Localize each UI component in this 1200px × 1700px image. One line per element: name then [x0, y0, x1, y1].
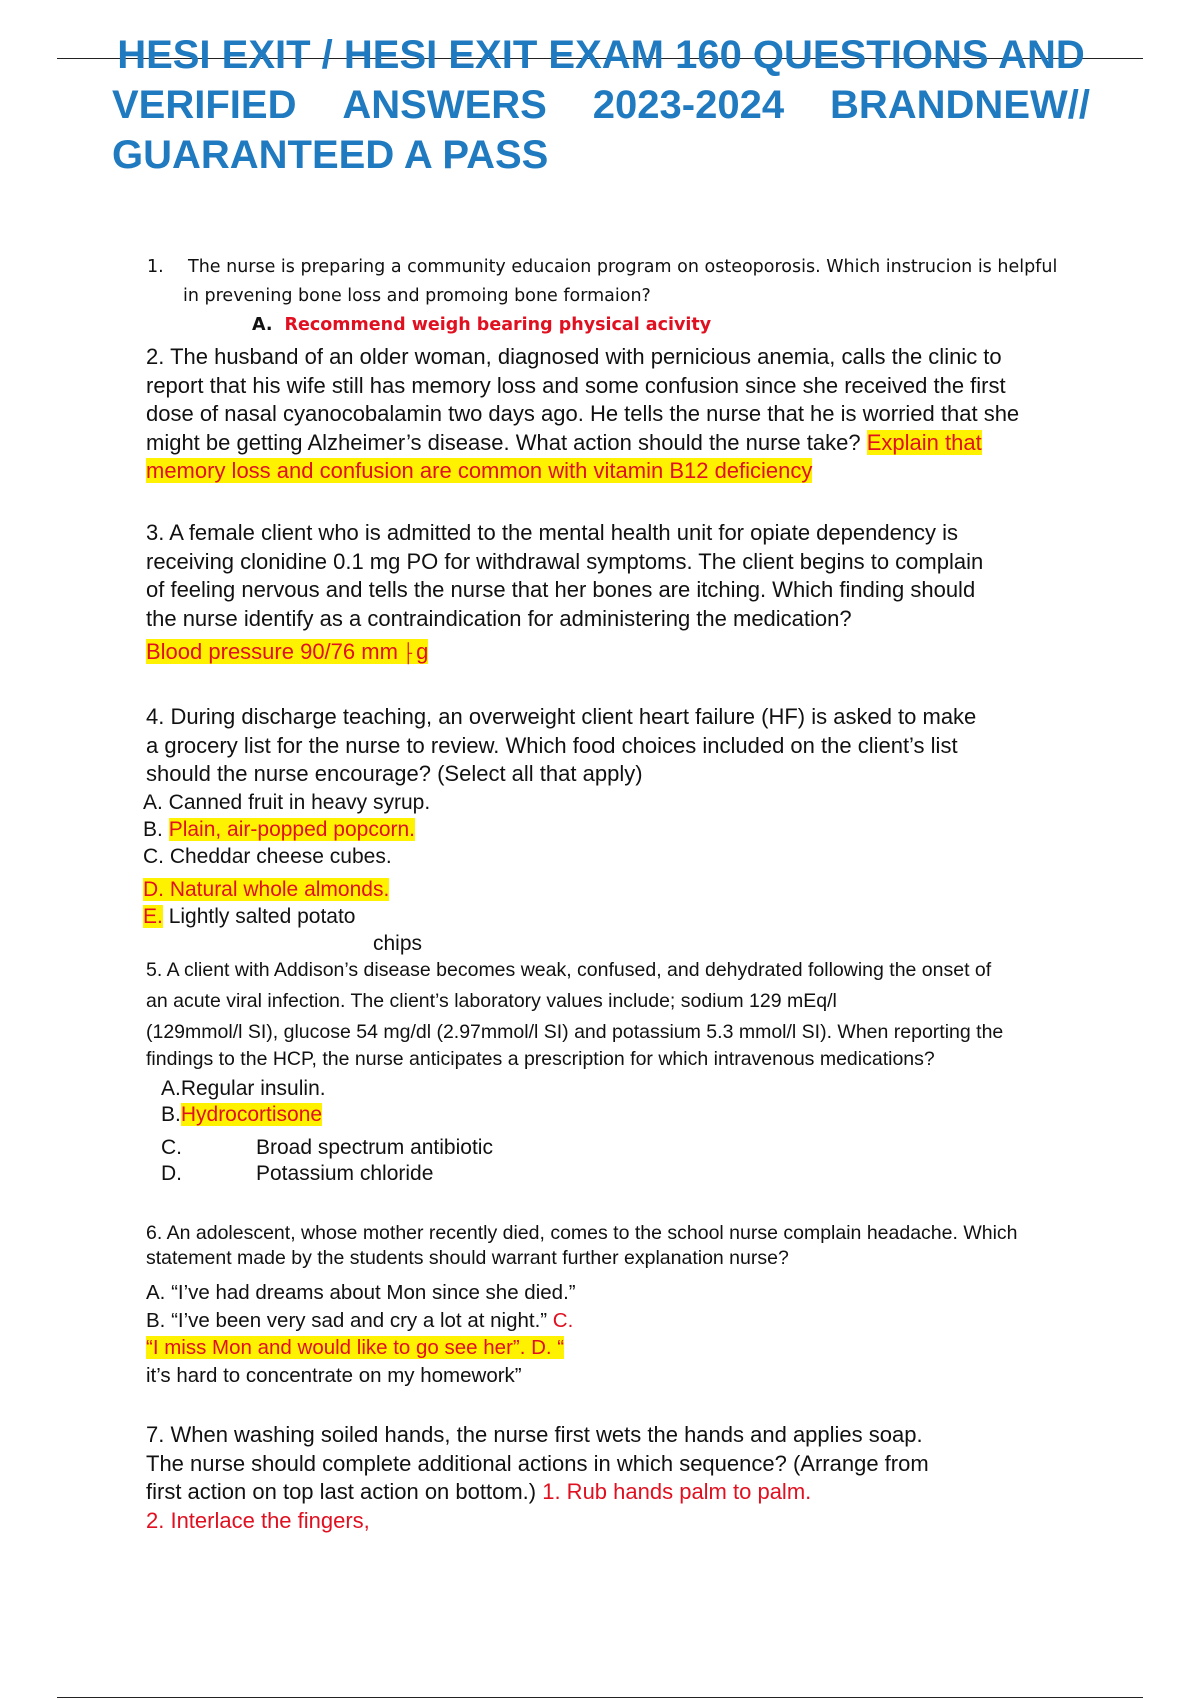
question-4	[146, 703, 1096, 789]
question-1-answer-label: A.	[252, 315, 273, 335]
question-6-line-1: 6. An adolescent, whose mother recently died, comes to the school nurse complain headache. Which	[146, 1222, 1018, 1244]
question-3-line-3: of feeling nervous and tells the nurse that her bones are itching. Which finding should	[146, 577, 976, 602]
question-5-line-4: findings to the HCP, the nurse anticipates a prescription for which intravenous medications?	[146, 1048, 935, 1070]
question-4-option-a: A. Canned fruit in heavy syrup.	[143, 791, 431, 814]
question-7-answer-2: 2. Interlace the fingers,	[146, 1507, 370, 1533]
question-6-option-d: it’s hard to concentrate on my homework”	[146, 1363, 522, 1387]
question-6-option-b-text: B. “I’ve been very sad and cry a lot at night.”	[146, 1308, 548, 1332]
question-3-answer-line	[146, 638, 1096, 667]
question-4-option-b	[143, 816, 1093, 843]
question-4-options	[143, 789, 1093, 957]
question-6-option-c-label: C.	[552, 1308, 574, 1332]
question-4-option-e-text: Lightly salted potato	[168, 905, 356, 928]
question-5-option-d-text: Potassium chloride	[256, 1162, 434, 1185]
question-6-option-b	[146, 1307, 1096, 1335]
title-line-1-text: HESI EXIT / HESI EXIT EXAM 160 QUESTIONS AND	[117, 33, 1085, 77]
question-2-answer-part-2: memory loss and confusion are common with vitamin B12 deficiency	[146, 458, 813, 483]
question-5-line-1: 5. A client with Addison’s disease becomes weak, confused, and dehydrated following the onset of	[146, 959, 992, 981]
title-line-3-text: GUARANTEED A PASS	[112, 133, 549, 177]
question-3-line-2: receiving clonidine 0.1 mg PO for withdrawal symptoms. The client begins to complain	[146, 548, 984, 574]
question-5-option-b	[161, 1103, 322, 1127]
question-2-answer-part-1: Explain that	[866, 429, 982, 455]
question-5-option-b-text: Hydrocortisone	[180, 1103, 323, 1126]
title-word: BRANDNEW//	[830, 83, 1090, 127]
question-3-answer: Blood pressure 90/76 mm ⸠g	[146, 639, 429, 664]
question-2-line-3: dose of nasal cyanocobalamin two days ago. He tells the nurse that he is worried that she	[146, 401, 1020, 426]
question-5-line-4-wrap	[146, 1047, 1096, 1072]
title-line-1	[112, 30, 1090, 80]
question-2-line-1: 2. The husband of an older woman, diagnosed with pernicious anemia, calls the clinic to	[146, 344, 1002, 369]
question-1-line-2: in prevening bone loss and promoing bone formaion?	[183, 286, 651, 306]
question-5	[146, 955, 1096, 1048]
question-4-line-1: 4. During discharge teaching, an overweight client heart failure (HF) is asked to make	[146, 704, 977, 729]
question-6-line-2: statement made by the students should warrant further explanation nurse?	[146, 1247, 789, 1269]
question-4-option-b-label: B.	[143, 818, 163, 841]
question-7-line-2: The nurse should complete additional actions in which sequence? (Arrange from	[146, 1450, 929, 1476]
question-2-answer-line	[146, 457, 1096, 486]
question-7-line-3	[146, 1478, 1096, 1507]
question-3	[146, 519, 1096, 667]
question-4-option-e	[143, 903, 1093, 930]
question-4-option-b-text: Plain, air-popped popcorn.	[168, 818, 416, 841]
question-6-option-c-text: “I miss Mon and would like to go see her”. D. “	[146, 1336, 565, 1359]
question-6-option-c	[146, 1334, 1096, 1362]
question-4-line-2: a grocery list for the nurse to review. Which food choices included on the client’s list	[146, 732, 958, 758]
question-1	[147, 253, 1087, 335]
question-5-option-c-text: Broad spectrum antibiotic	[256, 1136, 493, 1159]
question-6-option-a: A. “I’ve had dreams about Mon since she died.”	[146, 1281, 576, 1304]
question-2-line-4	[146, 429, 1096, 458]
question-2-line-4-text: might be getting Alzheimer’s disease. What action should the nurse take?	[146, 429, 861, 455]
document-title	[112, 30, 1090, 180]
question-7-line-1: 7. When washing soiled hands, the nurse first wets the hands and applies soap.	[146, 1422, 923, 1447]
title-word: VERIFIED	[112, 83, 297, 127]
question-1-answer	[252, 311, 711, 340]
question-7-answer-1: 1. Rub hands palm to palm.	[542, 1479, 812, 1504]
title-word: 2023-2024	[592, 83, 785, 127]
question-3-line-1: 3. A female client who is admitted to the mental health unit for opiate dependency is	[146, 520, 959, 545]
question-4-option-d	[143, 876, 1093, 903]
question-2	[146, 343, 1096, 486]
question-7-line-3-text: first action on top last action on bottom.)	[146, 1479, 537, 1504]
question-5-option-a: A.Regular insulin.	[161, 1077, 326, 1100]
question-5-line-2: an acute viral infection. The client’s laboratory values include; sodium 129 mEq/l	[146, 990, 837, 1012]
question-1-answer-text: Recommend weigh bearing physical acivity	[284, 315, 712, 335]
question-6-options	[146, 1279, 1096, 1389]
question-5-option-b-label: B.	[161, 1103, 181, 1126]
question-1-text-1: The nurse is preparing a community educaion program on osteoporosis. Which instrucion is helpful	[188, 257, 1058, 277]
question-5-option-c-label: C.	[161, 1136, 182, 1159]
title-line-2	[112, 80, 1090, 130]
question-3-line-4: the nurse identify as a contraindication for administering the medication?	[146, 605, 852, 631]
question-4-option-d-text: D. Natural whole almonds.	[143, 878, 390, 901]
question-1-line-1	[147, 253, 1087, 282]
question-6	[146, 1221, 1096, 1271]
title-word: ANSWERS	[342, 83, 547, 127]
question-5-option-d-label: D.	[161, 1162, 182, 1185]
question-4-option-e-wrap: chips	[373, 932, 423, 955]
question-4-option-e-label: E.	[143, 905, 163, 928]
question-5-line-3: (129mmol/l SI), glucose 54 mg/dl (2.97mmol/l SI) and potassium 5.3 mmol/l SI). When reporting the	[146, 1021, 1004, 1043]
question-4-line-3: should the nurse encourage? (Select all that apply)	[146, 761, 643, 786]
question-2-line-2: report that his wife still has memory loss and some confusion since she received the first	[146, 372, 1006, 398]
question-4-option-c: C. Cheddar cheese cubes.	[143, 845, 392, 868]
question-7	[146, 1421, 1096, 1535]
question-1-number: 1.	[147, 257, 164, 277]
title-line-3	[112, 130, 1090, 180]
bottom-rule	[57, 1697, 1143, 1698]
